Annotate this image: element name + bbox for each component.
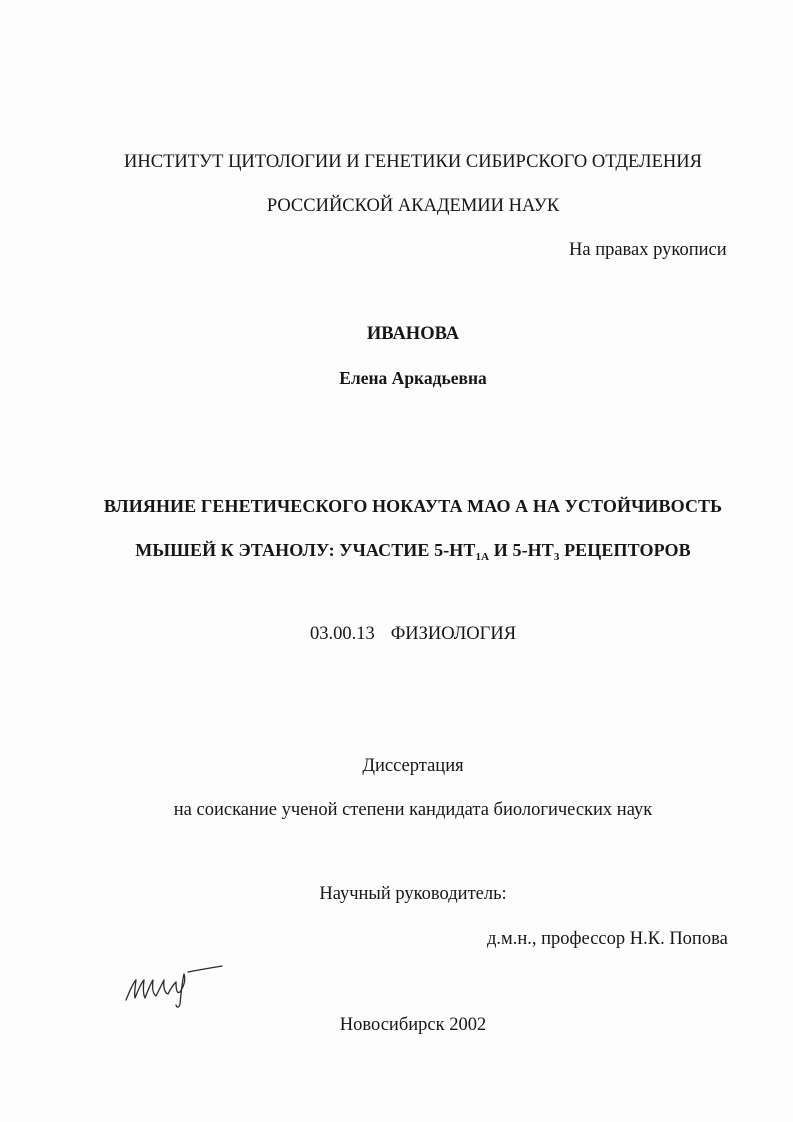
thesis-title-line2: [0, 540, 793, 563]
thesis-title-line1: ВЛИЯНИЕ ГЕНЕТИЧЕСКОГО НОКАУТА МАО А НА УСТОЙЧИВОСТЬ: [103, 496, 723, 516]
author-given-names: Елена Аркадьевна: [339, 368, 487, 388]
author-surname: ИВАНОВА: [366, 324, 460, 344]
specialty-code: 03.00.13: [309, 624, 375, 644]
manuscript-rights-note: На правах рукописи: [569, 240, 727, 260]
specialty-name: ФИЗИОЛОГИЯ: [390, 624, 517, 644]
institute-name-line2: РОССИЙСКОЙ АКАДЕМИИ НАУК: [266, 196, 560, 216]
title-line2-mid: И 5-НТ: [489, 540, 554, 560]
degree-purpose: на соискание ученой степени кандидата биологических наук: [173, 800, 653, 820]
degree-type: Диссертация: [362, 756, 464, 776]
advisor-name: д.м.н., профессор Н.К. Попова: [487, 929, 728, 949]
advisor-label: Научный руководитель:: [319, 884, 507, 904]
institute-name-line1: ИНСТИТУТ ЦИТОЛОГИИ И ГЕНЕТИКИ СИБИРСКОГО ОТДЕЛЕНИЯ: [124, 152, 702, 172]
subscript-3: 3: [553, 551, 560, 563]
title-line2-prefix: МЫШЕЙ К ЭТАНОЛУ: УЧАСТИЕ 5-НТ: [135, 540, 476, 560]
subscript-1a: 1А: [475, 551, 490, 563]
title-line2-suffix: РЕЦЕПТОРОВ: [559, 540, 691, 560]
specialty: [0, 625, 793, 644]
city-and-year: Новосибирск 2002: [339, 1015, 487, 1035]
handwritten-signature: [118, 960, 228, 1010]
